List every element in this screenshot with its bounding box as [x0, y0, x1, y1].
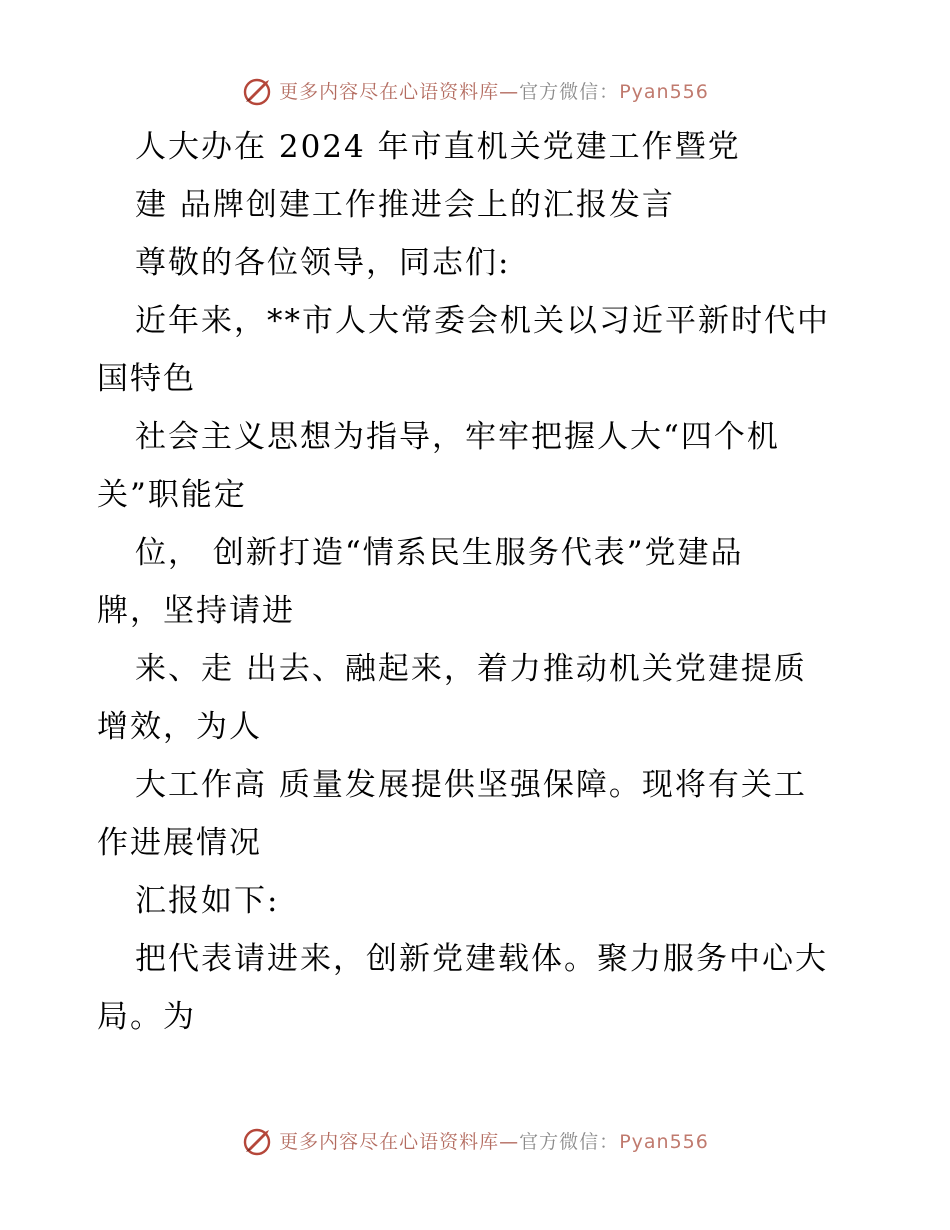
paragraph-line: 国特色: [97, 361, 196, 397]
salutation-line: 尊敬的各位领导，同志们:: [135, 245, 511, 281]
paragraph-line: 关”职能定: [97, 477, 247, 513]
title-line-2: 建 品牌创建工作推进会上的汇报发言: [135, 187, 675, 223]
banner-wechat-id: Pyan556: [619, 80, 709, 103]
footer-banner: [0, 1120, 950, 1160]
footer-banner-text: [279, 1127, 709, 1154]
header-banner: [0, 70, 950, 110]
paragraph-line: 局。为: [97, 999, 196, 1035]
quill-pen-seal-icon: [241, 73, 275, 107]
banner-main-text: 更多内容尽在心语资料库—: [279, 80, 520, 103]
document-body: [0, 118, 950, 1046]
banner-wechat-label: 官方微信：: [519, 80, 620, 103]
paragraph-line: 位， 创新打造“情系民生服务代表”党建品: [135, 535, 744, 571]
paragraph-line: 作进展情况: [97, 825, 262, 861]
banner-wechat-label: 官方微信：: [519, 1130, 620, 1153]
quill-pen-seal-icon: [241, 1123, 275, 1157]
paragraph-line: 近年来，**市人大常委会机关以习近平新时代中: [135, 303, 830, 339]
title-line-1: 人大办在 2024 年市直机关党建工作暨党: [135, 129, 741, 165]
banner-wechat-id: Pyan556: [619, 1130, 709, 1153]
paragraph-line: 牌，坚持请进: [97, 593, 295, 629]
header-banner-text: [279, 77, 709, 104]
paragraph-line: 汇报如下:: [135, 883, 280, 919]
paragraph-line: 来、走 出去、融起来，着力推动机关党建提质: [135, 651, 807, 687]
paragraph-line: 社会主义思想为指导，牢牢把握人大“四个机: [135, 419, 780, 455]
paragraph-line: 增效，为人: [97, 709, 262, 745]
paragraph-line: 把代表请进来，创新党建载体。聚力服务中心大: [135, 941, 828, 977]
paragraph-line: 大工作高 质量发展提供坚强保障。现将有关工: [135, 767, 807, 803]
banner-main-text: 更多内容尽在心语资料库—: [279, 1130, 520, 1153]
